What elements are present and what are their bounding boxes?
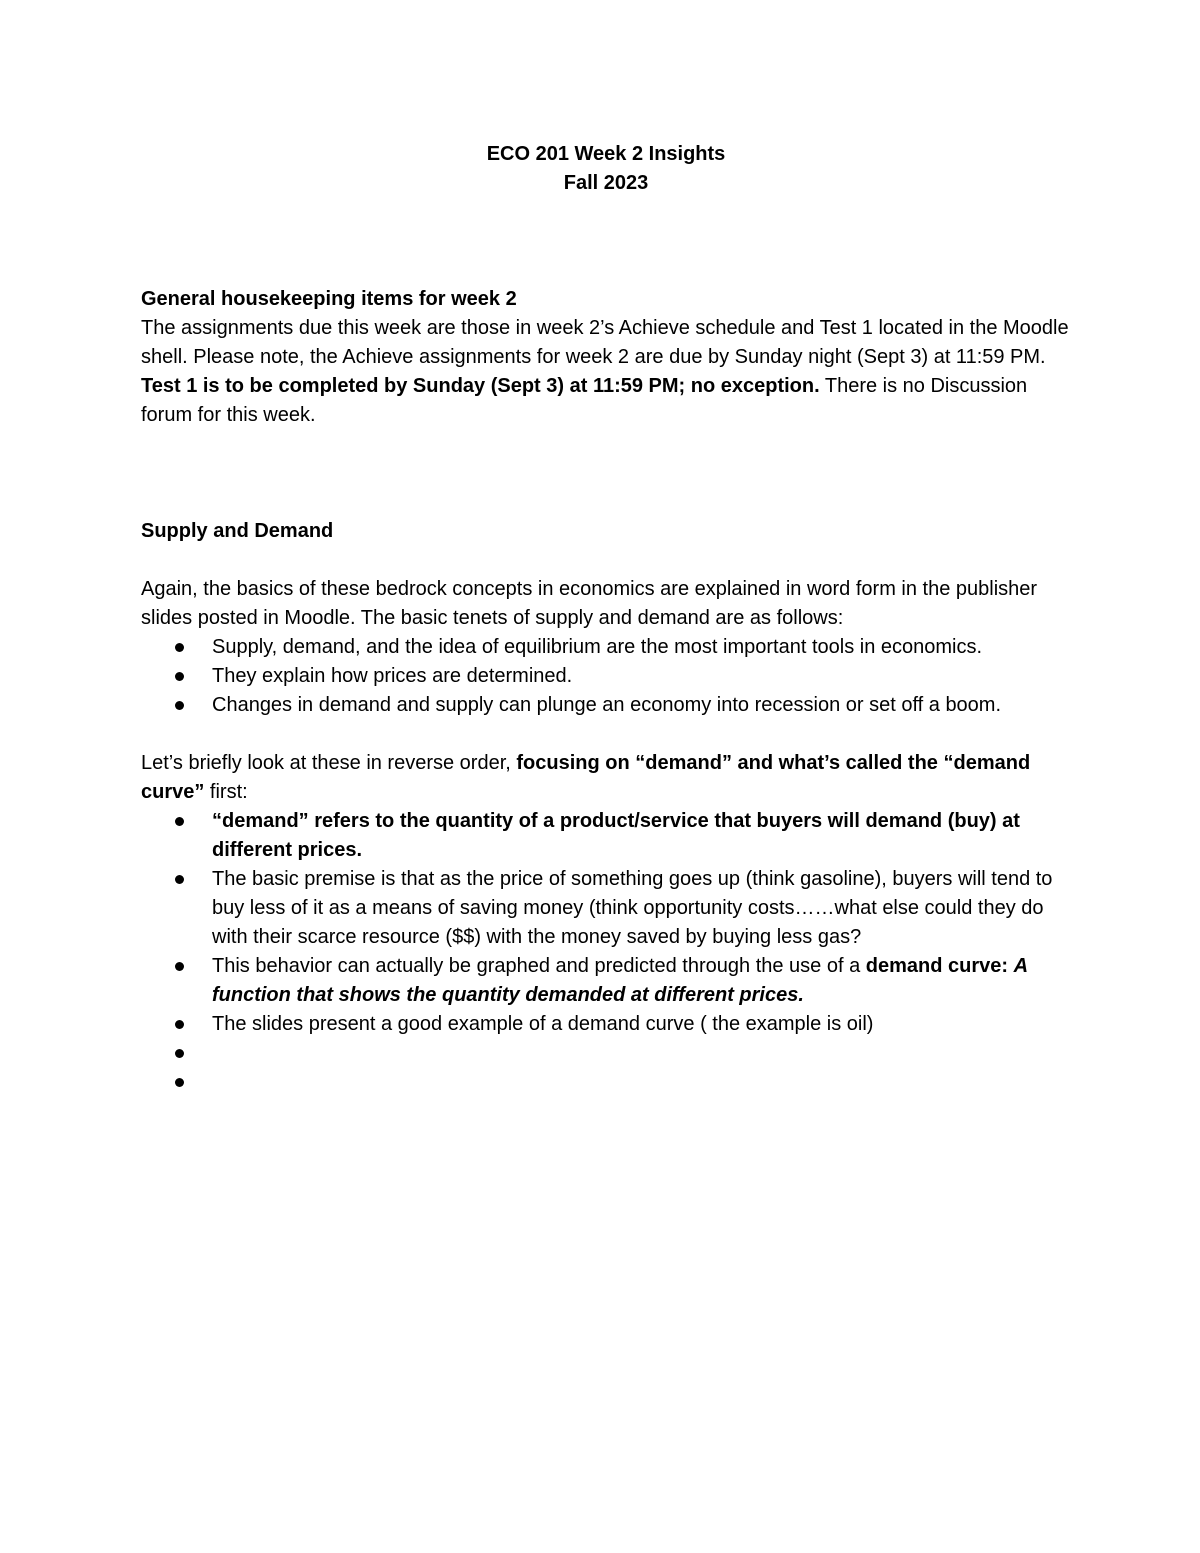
- housekeeping-heading: General housekeeping items for week 2: [141, 288, 517, 310]
- demand-curve-definition: A function that shows the quantity demanded at different prices.: [212, 955, 1028, 1006]
- list-item: [212, 865, 1071, 952]
- tenets-list: [141, 633, 1071, 720]
- housekeeping-section: [141, 285, 1071, 430]
- document-title: ECO 201 Week 2 Insights: [486, 143, 726, 165]
- housekeeping-text-2: There is no Discussion forum for this week.: [141, 375, 1028, 426]
- list-item: [212, 807, 1071, 865]
- reverse-intro-plain: Let’s briefly look at these in reverse order,: [141, 752, 517, 774]
- list-item-text: The basic premise is that as the price of something goes up (think gasoline), buyers will tend to buy less of it as a means of saving money (think opportunity costs……what else could they do with their scarce resource ($$) with the money saved by buying less gas?: [212, 868, 1053, 948]
- list-item: [212, 691, 1071, 720]
- bullet-icon: [175, 1049, 184, 1058]
- housekeeping-bold-text: Test 1 is to be completed by Sunday (Sept 3) at 11:59 PM; no exception.: [141, 375, 820, 397]
- bullet-icon: [175, 962, 184, 971]
- title-block: [141, 140, 1071, 198]
- list-item-text: They explain how prices are determined.: [212, 665, 573, 687]
- bullet-icon: [175, 817, 184, 826]
- reverse-intro-end: first:: [204, 781, 248, 803]
- bullet-icon: [175, 701, 184, 710]
- list-item: [212, 952, 1071, 1010]
- list-item: [212, 633, 1071, 662]
- bullet-icon: [175, 1020, 184, 1029]
- reverse-intro-bold: focusing on “demand” and what’s called the “demand curve”: [141, 752, 1031, 803]
- bullet-icon: [175, 875, 184, 884]
- list-item-text: The slides present a good example of a demand curve ( the example is oil): [212, 1013, 874, 1035]
- supply-demand-intro: Again, the basics of these bedrock concepts in economics are explained in word form in the publisher slides posted in Moodle. The basic tenets of supply and demand are as follows:: [141, 578, 1038, 629]
- demand-list: [141, 807, 1071, 1097]
- bullet-icon: [175, 643, 184, 652]
- housekeeping-paragraph: [141, 314, 1071, 430]
- housekeeping-text-1: The assignments due this week are those in week 2’s Achieve schedule and Test 1 located in the Moodle shell. Please note, the Achieve assignments for week 2 are due by Sunday night (Sept 3) at 11:59 PM.: [141, 317, 1069, 368]
- supply-demand-heading: Supply and Demand: [141, 520, 334, 542]
- list-item-text: Changes in demand and supply can plunge an economy into recession or set off a boom.: [212, 694, 1002, 716]
- spacer: [141, 430, 1071, 517]
- spacer: [141, 198, 1071, 285]
- bullet-icon: [175, 1078, 184, 1087]
- reverse-order-intro: [141, 749, 1071, 807]
- demand-curve-term: demand curve:: [865, 955, 1014, 977]
- list-item-text: This behavior can actually be graphed and predicted through the use of a: [212, 955, 866, 977]
- supply-demand-section: [141, 517, 1071, 1097]
- spacer: [141, 720, 1071, 749]
- list-item: [212, 662, 1071, 691]
- list-item: [212, 1010, 1071, 1039]
- list-item-text: “demand” refers to the quantity of a product/service that buyers will demand (buy) at different prices.: [212, 810, 1020, 861]
- list-item: [212, 1039, 1071, 1068]
- list-item-text: Supply, demand, and the idea of equilibrium are the most important tools in economics.: [212, 636, 983, 658]
- spacer: [141, 546, 1071, 575]
- list-item: [212, 1068, 1071, 1097]
- document-subtitle: Fall 2023: [563, 172, 649, 194]
- bullet-icon: [175, 672, 184, 681]
- document-content: [141, 140, 1071, 1097]
